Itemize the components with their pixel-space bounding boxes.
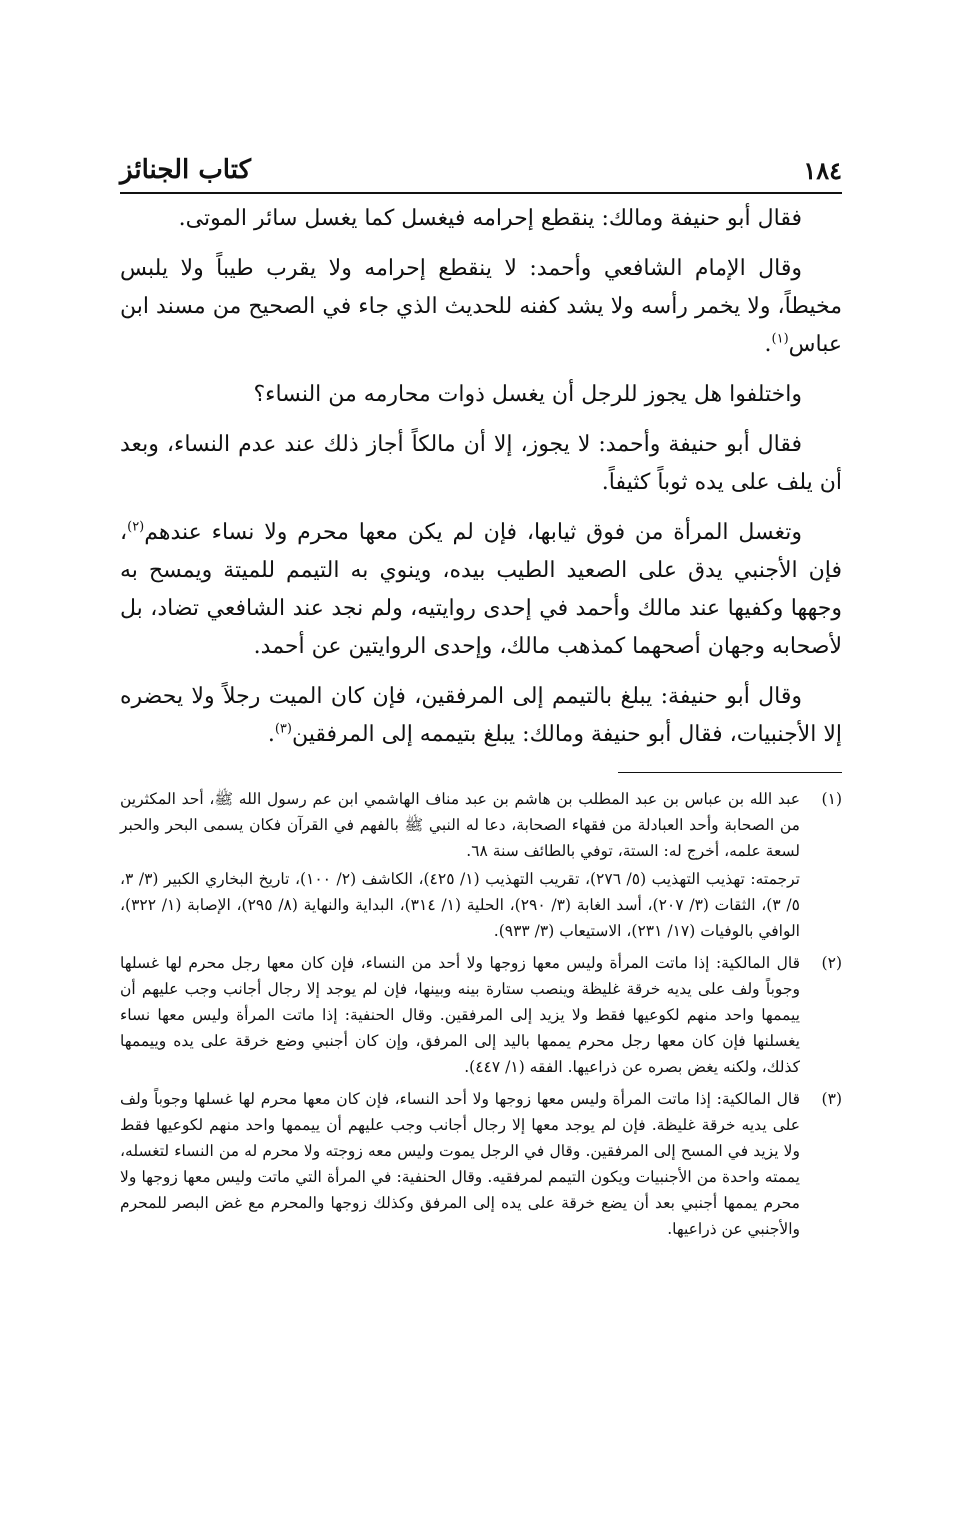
footnote: [120, 950, 842, 1082]
page-number: ١٨٤: [803, 155, 842, 185]
footnote: [120, 786, 842, 946]
footnote-text: ترجمته: تهذيب التهذيب (٥/ ٢٧٦)، تقريب التهذيب (١/ ٤٢٥)، الكاشف (٢/ ١٠٠)، تاريخ البخاري الكبير (٣/ ٣، ٥/ ٣)، الثقات (٣/ ٢٠٧)، أسد الغابة (٣/ ٢٩٠)، الحلية (١/ ٣١٤)، البداية والنهاية (٨/ ٢٩٥)، الإصابة (١/ ٣٢٢)، الوافي بالوفيات (١٧/ ٢٣١)، الاستيعاب (٣/ ٩٣٣).: [120, 870, 800, 940]
footnote-ref: (٣): [274, 721, 292, 737]
chapter-title: كتاب الجنائز: [120, 155, 251, 185]
footnote-number: (٣): [821, 1090, 842, 1108]
paragraph: [120, 514, 842, 666]
paragraph-text: وتغسل المرأة من فوق ثيابها، فإن لم يكن معها محرم ولا نساء عندهم: [144, 520, 802, 545]
paragraph-text: فقال أبو حنيفة ومالك: ينقطع إحرامه فيغسل كما يغسل سائر الموتى.: [178, 206, 802, 231]
footnote-text: قال المالكية: إذا ماتت المرأة وليس معها زوجها ولا أحد النساء، فإن كان معها محرم لها غسلها وجوباً ولف على يديه خرقة غليظة. فإن لم يوجد معها إلا رجال أجانب وجب عليهم أن ييممها واحد منهم لكوعيها فقط ولا يزيد في المسح إلى المرفقين. وقال في الرجل يموت وليس معه زوجته ولا محرم له من النساء لتغسله، يممته واحدة من الأجنبيات ويكون التيمم لمرفقيه. وقال الحنفية: في المرأة التي ماتت وليس معها زوجها ولا محرم يممها أجنبي بعد أن يضع خرقة على يده إلى المرفق وكذلك زوجها والمحرم مع غض البصر للمحرم والأجنبي عن ذراعيها.: [120, 1090, 800, 1238]
footnotes: [120, 786, 842, 1248]
paragraph: [120, 376, 842, 414]
paragraph: [120, 200, 842, 238]
paragraph-text: ، فإن الأجنبي يدق على الصعيد الطيب بيده، وينوي به التيمم للميتة ويمسح به وجهها وكفيها عند مالك وأحمد في إحدى روايتيه، ولم نجد عند الشافعي تضاد، بل لأصحابه وجهان أصحهما كمذهب مالك، وإحدى الروايتين عن أحمد.: [120, 520, 842, 659]
footnote-number: (٢): [821, 954, 842, 972]
footnote-body: [120, 950, 800, 1082]
footnote-number: (١): [821, 790, 842, 808]
paragraph-text: وقال الإمام الشافعي وأحمد: لا ينقطع إحرامه ولا يقرب طيباً ولا يلبس مخيطاً، ولا يخمر رأسه ولا يشد كفنه للحديث الذي جاء في الصحيح من مسند ابن عباس: [120, 256, 842, 357]
paragraph: وقال أبو حنيفة: يبلغ بالتيمم إلى المرفقين، فإن كان الميت رجلاً ولا يحضره إلا الأجنبيات، فقال أبو حنيفة ومالك: يبلغ بتيممه إلى المرفقين$^{(٣)}$.: [120, 684, 842, 747]
footnote: [120, 1086, 842, 1244]
footnote-text: عبد الله بن عباس بن عبد المطلب بن هاشم بن عبد مناف الهاشمي ابن عم رسول الله ﷺ، أحد المكثرين من الصحابة وأحد العبادلة من فقهاء الصحابة، دعا له النبي ﷺ بالفهم في القرآن فكان يسمى البحر والحبر لسعة علمه، أخرج له: الستة، توفي بالطائف سنة ٦٨.: [120, 790, 800, 860]
paragraph-text: فقال أبو حنيفة وأحمد: لا يجوز، إلا أن مالكاً أجاز ذلك عند عدم النساء، وبعد أن يلف على يده ثوباً كثيفاً.: [120, 432, 842, 495]
paragraph-text: واختلفوا هل يجوز للرجل أن يغسل ذوات محارمه من النساء؟: [253, 382, 802, 407]
footnote-body: [120, 1086, 800, 1244]
footnote-ref: (٢): [127, 519, 145, 535]
paragraph: [120, 426, 842, 502]
page-header: [120, 148, 842, 194]
footnote-divider: [618, 772, 842, 773]
main-text: [120, 200, 842, 766]
paragraph-text: وقال أبو حنيفة: يبلغ بالتيمم إلى المرفقين، فإن كان الميت رجلاً ولا يحضره إلا الأجنبيات، فقال أبو حنيفة ومالك: يبلغ بتيممه إلى المرفقين: [120, 684, 842, 747]
footnote-text: قال المالكية: إذا ماتت المرأة وليس معها زوجها ولا أحد من النساء، فإن كان معها رجل محرم لها غسلها وجوباً ولف على يديه خرقة غليظة وينصب ستارة بينه وبينها، فإن لم يوجد إلا رجال أجانب وجب عليهم أن ييممها واحد منهم لكوعيها فقط ولا يزيد إلى المرفقين. وقال الحنفية: إذا ماتت المرأة وليس معها نساء يغسلنها فإن كان معها رجل محرم يممها باليد إلى المرفق، وإن كان أجنبي وضع خرقة على يده وييممها كذلك، ولكنه يغض بصره عن ذراعيها. الفقه (١/ ٤٤٧).: [120, 954, 800, 1076]
footnote-ref: (١): [771, 331, 789, 347]
footnote-body: [120, 786, 800, 946]
paragraph: وقال الإمام الشافعي وأحمد: لا ينقطع إحرامه ولا يقرب طيباً ولا يلبس مخيطاً، ولا يخمر رأسه ولا يشد كفنه للحديث الذي جاء في الصحيح من مسند ابن عباس$^{(١)}$.: [120, 256, 842, 357]
